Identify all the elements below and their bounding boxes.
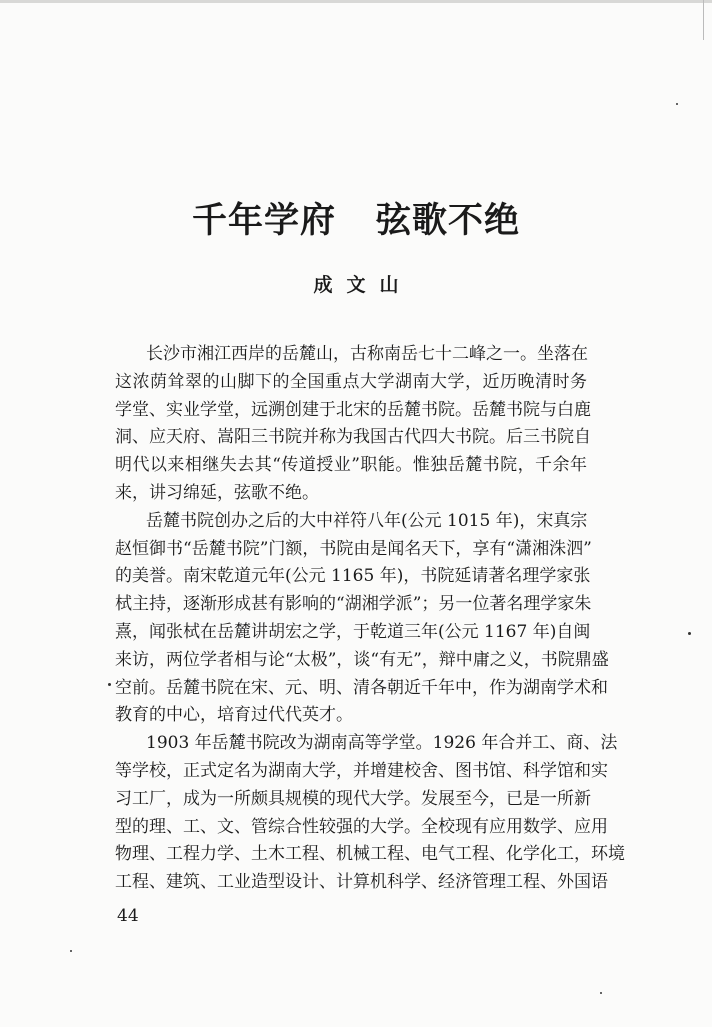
text-line: 来，讲习绵延，弦歌不绝。 — [115, 482, 319, 503]
text-line: 来访，两位学者相与论“太极”，谈“有无”，辩中庸之义，书院鼎盛 — [115, 649, 609, 670]
text-line: 岳麓书院创办之后的大中祥符八年(公元 1015 年)，宋真宗 — [146, 510, 588, 531]
article-body — [115, 341, 625, 897]
text-line: 学堂、实业学堂，远溯创建于北宋的岳麓书院。岳麓书院与白鹿 — [115, 399, 591, 420]
scan-speck — [600, 992, 602, 994]
scan-speck — [688, 632, 691, 635]
scan-speck — [676, 103, 678, 105]
text-line: 型的理、工、文、管综合性较强的大学。全校现有应用数学、应用 — [115, 816, 608, 837]
text-line: 明代以来相继失去其“传道授业”职能。惟独岳麓书院，千余年 — [115, 455, 587, 476]
text-line: 习工厂，成为一所颇具规模的现代大学。发展至今，已是一所新 — [115, 788, 591, 809]
scan-edge — [0, 0, 712, 3]
text-line: 这浓荫耸翠的山脚下的全国重点大学湖南大学，近历晚清时务 — [115, 371, 587, 392]
text-line: 1903 年岳麓书院改为湖南高等学堂。1926 年合并工、商、法 — [146, 733, 618, 754]
title-part-2: 弦歌不绝 — [376, 200, 521, 241]
text-line: 工程、建筑、工业造型设计、计算机科学、经济管理工程、外国语 — [115, 872, 608, 893]
text-line: 栻主持，逐渐形成甚有影响的“湖湘学派”；另一位著名理学家朱 — [115, 594, 592, 615]
text-line: 物理、工程力学、土木工程、机械工程、电气工程、化学化工，环境 — [115, 844, 625, 865]
title-part-1: 千年学府 — [191, 200, 336, 241]
article-title — [0, 193, 712, 243]
page-number: 44 — [117, 906, 139, 926]
text-line: 赵恒御书“岳麓书院”门额，书院由是闻名天下，享有“潇湘洙泗” — [115, 538, 592, 559]
text-line: 等学校，正式定名为湖南大学，并增建校舍、图书馆、科学馆和实 — [115, 760, 608, 781]
scan-speck — [108, 683, 111, 686]
author-name: 成文山 — [313, 274, 413, 296]
text-line: 教育的中心，培育过代代英才。 — [115, 705, 353, 726]
text-line: 熹，闻张栻在岳麓讲胡宏之学，于乾道三年(公元 1167 年)自闽 — [115, 621, 591, 642]
scan-speck — [70, 950, 72, 952]
text-line: 洞、应天府、嵩阳三书院并称为我国古代四大书院。后三书院自 — [115, 427, 591, 448]
scan-edge-right — [703, 0, 704, 40]
text-line: 的美誉。南宋乾道元年(公元 1165 年)，书院延请著名理学家张 — [115, 566, 591, 587]
text-line: 空前。岳麓书院在宋、元、明、清各朝近千年中，作为湖南学术和 — [115, 677, 608, 698]
text-line: 长沙市湘江西岸的岳麓山，古称南岳七十二峰之一。坐落在 — [146, 344, 588, 364]
